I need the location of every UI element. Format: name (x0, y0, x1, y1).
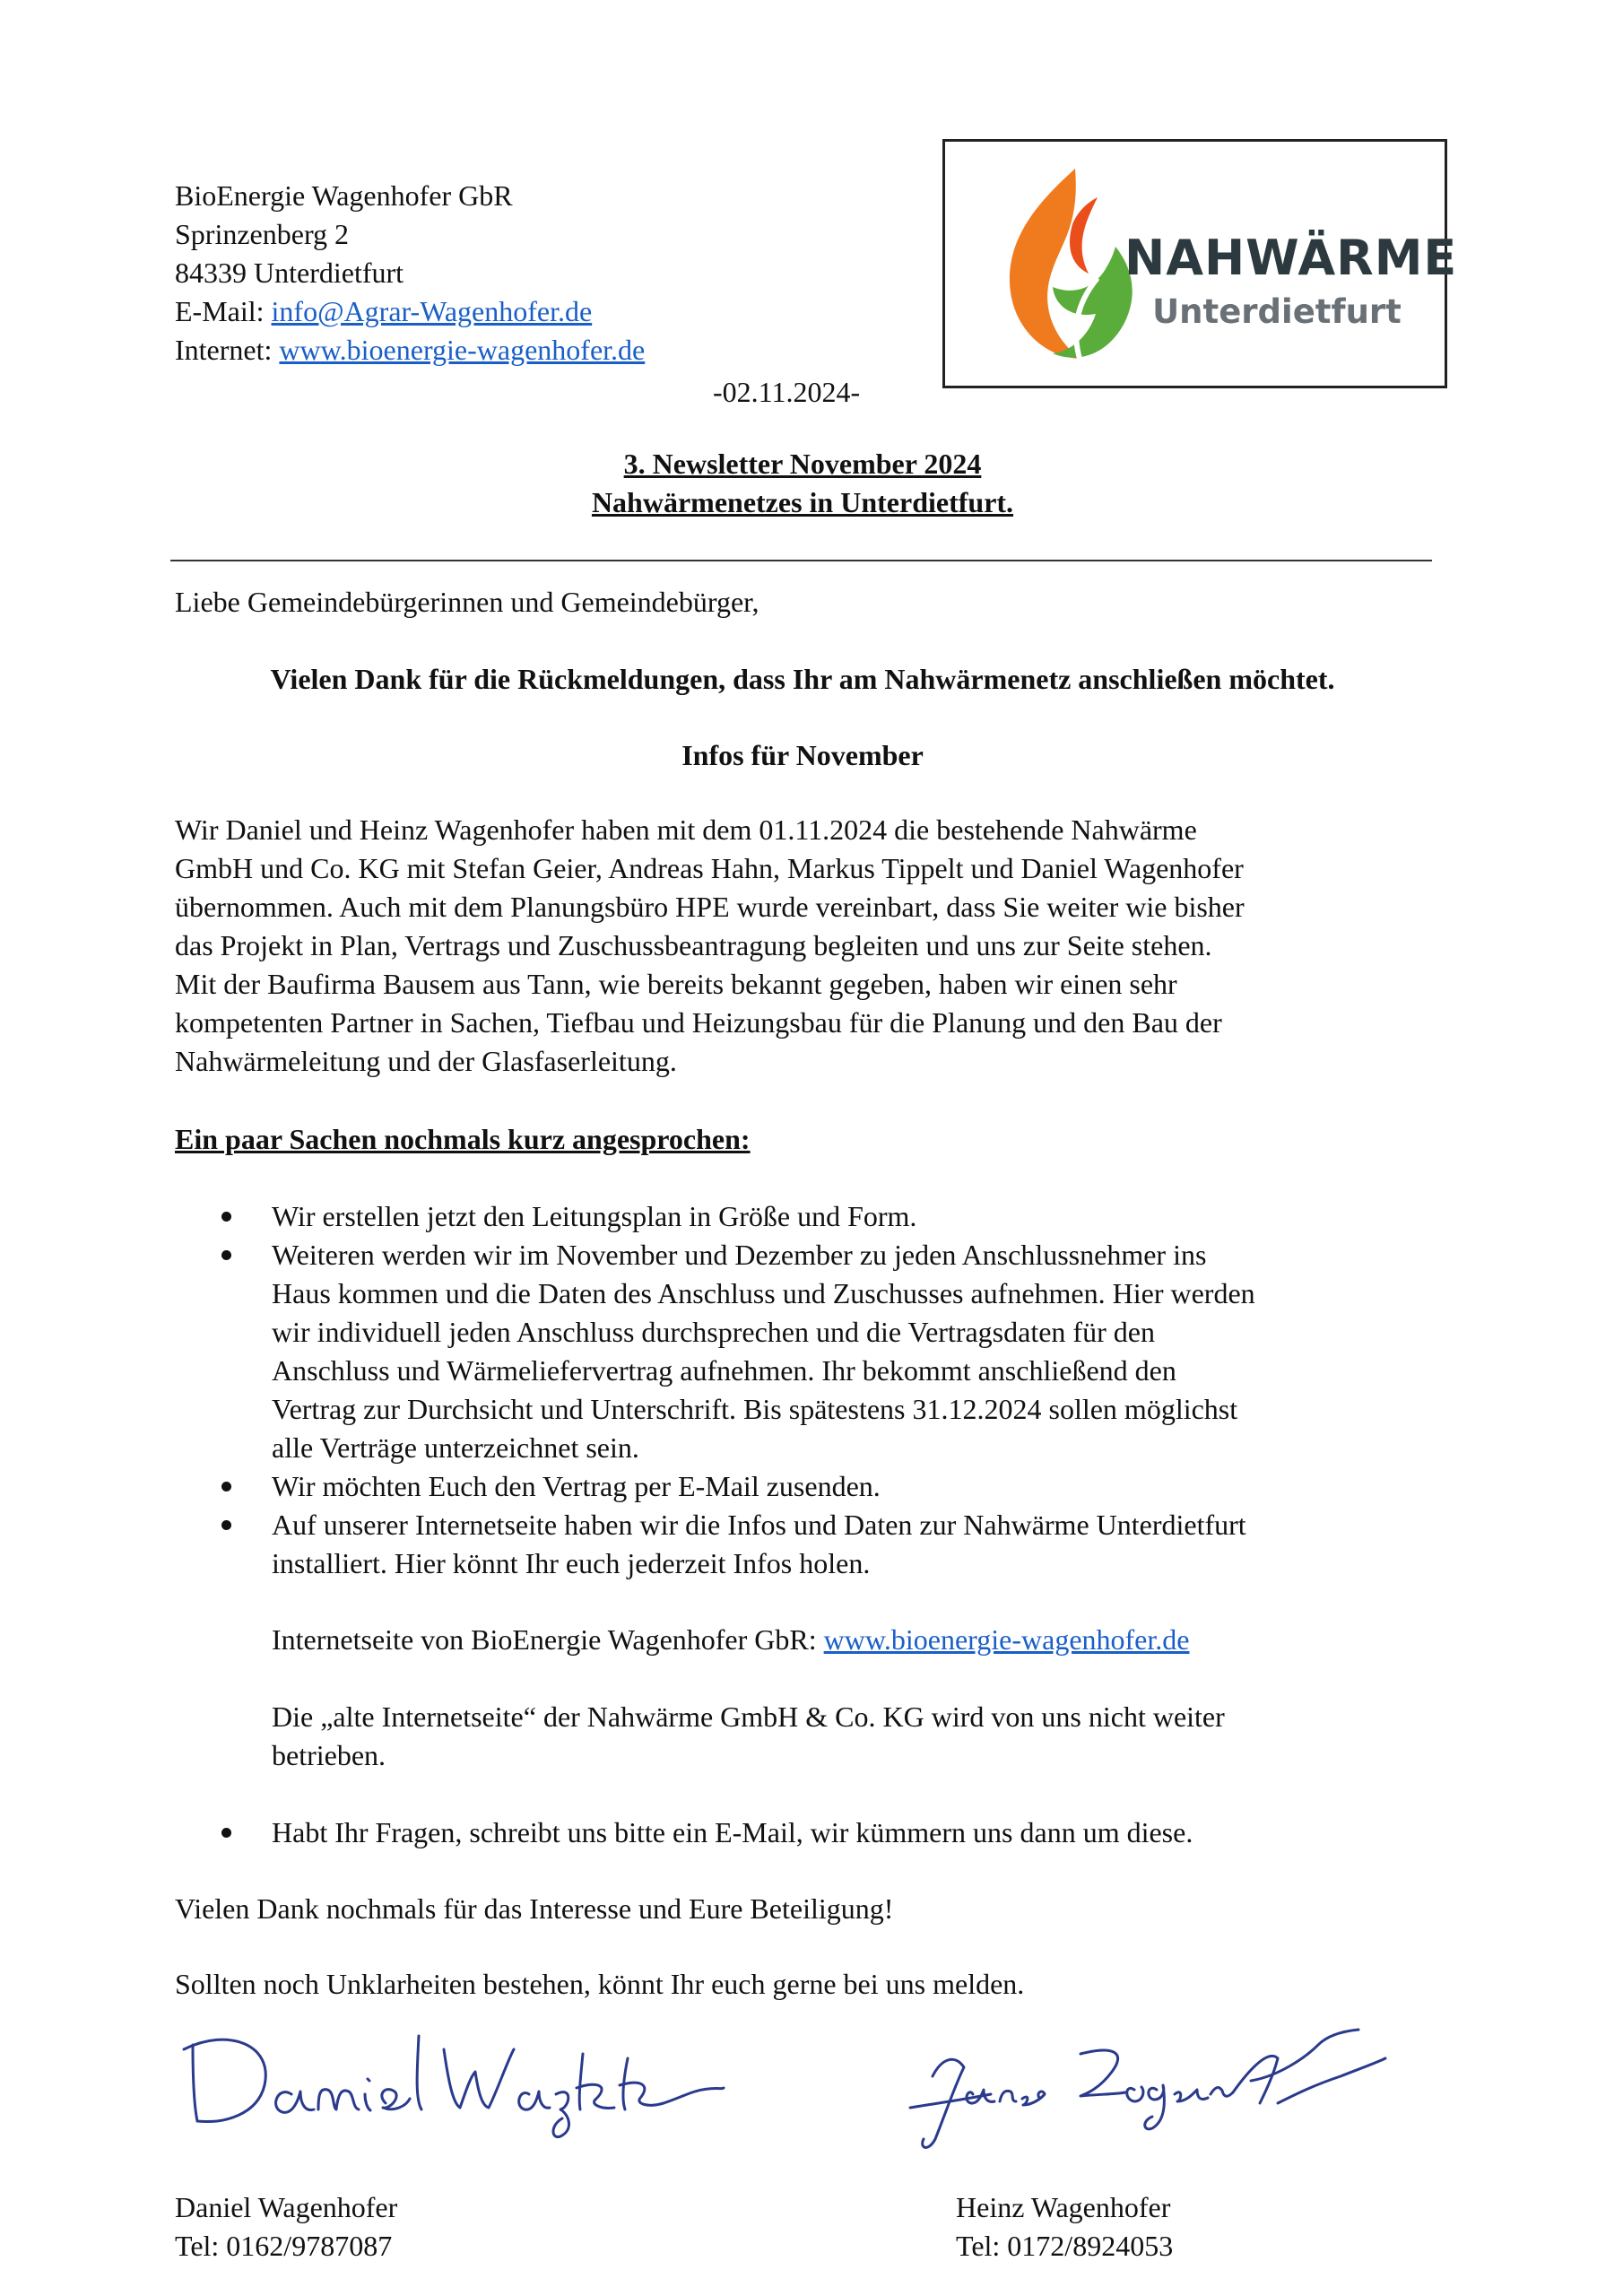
signer-name: Heinz Wagenhofer (956, 2191, 1171, 2223)
intro-line: Mit der Baufirma Bausem aus Tann, wie bereits bekannt gegeben, haben wir einen sehr (175, 968, 1177, 1000)
bullet-item (272, 1813, 1455, 1852)
bullet-line: Vertrag zur Durchsicht und Unterschrift. Bis spätestens 31.12.2024 sollen möglichst (272, 1393, 1238, 1425)
signer-tel: Tel: 0162/9787087 (175, 2230, 393, 2262)
sender-email-line (175, 292, 910, 331)
closing-thanks: Vielen Dank nochmals für das Interesse und Eure Beteiligung! (175, 1892, 894, 1925)
signature-daniel (175, 2009, 731, 2144)
intro-paragraph (175, 811, 1448, 1081)
intro-line: Nahwärmeleitung und der Glasfaserleitung. (175, 1045, 677, 1077)
sender-address (175, 177, 910, 370)
sender-street: Sprinzenberg 2 (175, 218, 350, 250)
bullet-line: Anschluss und Wärmeliefervertrag aufnehmen. Ihr bekommt anschließend den (272, 1354, 1176, 1387)
nahwaerme-logo (942, 139, 1458, 388)
bullet-line: wir individuell jeden Anschluss durchsprechen und die Vertragsdaten für den (272, 1316, 1155, 1348)
signer-daniel (175, 2188, 397, 2266)
bullet-icon (218, 1197, 236, 1215)
bullet-item (272, 1197, 1455, 1236)
section-heading: Ein paar Sachen nochmals kurz angesprochen: (175, 1123, 751, 1155)
title-line-1: 3. Newsletter November 2024 (623, 448, 982, 480)
bullet-line: Weiteren werden wir im November und Dezember zu jeden Anschlussnehmer ins (272, 1239, 1207, 1271)
sender-internet-line (175, 331, 910, 370)
newsletter-title (175, 445, 1430, 522)
website-note (272, 1621, 1455, 1659)
bullet-icon (218, 1236, 236, 1254)
sender-company: BioEnergie Wagenhofer GbR (175, 179, 513, 212)
logo-subtitle: Unterdietfurt (1152, 292, 1402, 331)
intro-line: kompetenten Partner in Sachen, Tiefbau und Heizungsbau für die Planung und den Bau der (175, 1006, 1222, 1039)
intro-line: Wir Daniel und Heinz Wagenhofer haben mit dem 01.11.2024 die bestehende Nahwärme (175, 813, 1197, 846)
bullet-icon (218, 1813, 236, 1831)
internet-label: Internet: (175, 334, 280, 366)
closing-contact: Sollten noch Unklarheiten bestehen, könnt Ihr euch gerne bei uns melden. (175, 1968, 1025, 2000)
bullet-item (272, 1506, 1455, 1583)
bullet-line: installiert. Hier könnt Ihr euch jederzeit Infos holen. (272, 1547, 871, 1579)
signer-name: Daniel Wagenhofer (175, 2191, 398, 2223)
letter-date: -02.11.2024- (713, 376, 861, 408)
old-site-line: betrieben. (272, 1739, 386, 1771)
website-link[interactable]: www.bioenergie-wagenhofer.de (279, 334, 646, 366)
bullet-line: alle Verträge unterzeichnet sein. (272, 1431, 639, 1464)
signature-heinz (856, 2005, 1394, 2157)
intro-line: das Projekt in Plan, Vertrags und Zuschussbeantragung begleiten und uns zur Seite stehen. (175, 929, 1212, 961)
email-label: E-Mail: (175, 295, 272, 327)
intro-line: GmbH und Co. KG mit Stefan Geier, Andreas Hahn, Markus Tippelt und Daniel Wagenhofer (175, 852, 1244, 884)
signer-tel: Tel: 0172/8924053 (956, 2230, 1174, 2262)
logo-title: NAHWÄRME (1124, 230, 1458, 286)
bullet-line: Auf unserer Internetseite haben wir die Infos und Daten zur Nahwärme Unterdietfurt (272, 1509, 1246, 1541)
bullet-icon (218, 1506, 236, 1524)
intro-line: übernommen. Auch mit dem Planungsbüro HPE wurde vereinbart, dass Sie weiter wie bisher (175, 891, 1245, 923)
old-site-note (272, 1698, 1455, 1775)
bullet-line: Habt Ihr Fragen, schreibt uns bitte ein E-Mail, wir kümmern uns dann um diese. (272, 1816, 1193, 1848)
website-note-label: Internetseite von BioEnergie Wagenhofer GbR: (272, 1623, 824, 1656)
bullet-item (272, 1467, 1455, 1506)
divider (170, 560, 1432, 561)
email-link[interactable]: info@Agrar-Wagenhofer.de (271, 295, 593, 327)
website-note-link[interactable]: www.bioenergie-wagenhofer.de (823, 1623, 1190, 1656)
bullet-line: Haus kommen und die Daten des Anschluss und Zuschusses aufnehmen. Hier werden (272, 1277, 1255, 1309)
infos-heading: Infos für November (681, 739, 924, 771)
bullet-line: Wir möchten Euch den Vertrag per E-Mail zusenden. (272, 1470, 881, 1502)
old-site-line: Die „alte Internetseite“ der Nahwärme GmbH & Co. KG wird von uns nicht weiter (272, 1700, 1225, 1733)
bullet-item (272, 1236, 1455, 1467)
bullet-line: Wir erstellen jetzt den Leitungsplan in Größe und Form. (272, 1200, 917, 1232)
bullet-icon (218, 1467, 236, 1485)
salutation: Liebe Gemeindebürgerinnen und Gemeindebürger, (175, 586, 759, 618)
title-line-2: Nahwärmenetzes in Unterdietfurt. (591, 486, 1014, 518)
signer-heinz (956, 2188, 1173, 2266)
sender-city: 84339 Unterdietfurt (175, 257, 404, 289)
thanks-heading: Vielen Dank für die Rückmeldungen, dass Ihr am Nahwärmenetz anschließen möchtet. (270, 663, 1335, 695)
